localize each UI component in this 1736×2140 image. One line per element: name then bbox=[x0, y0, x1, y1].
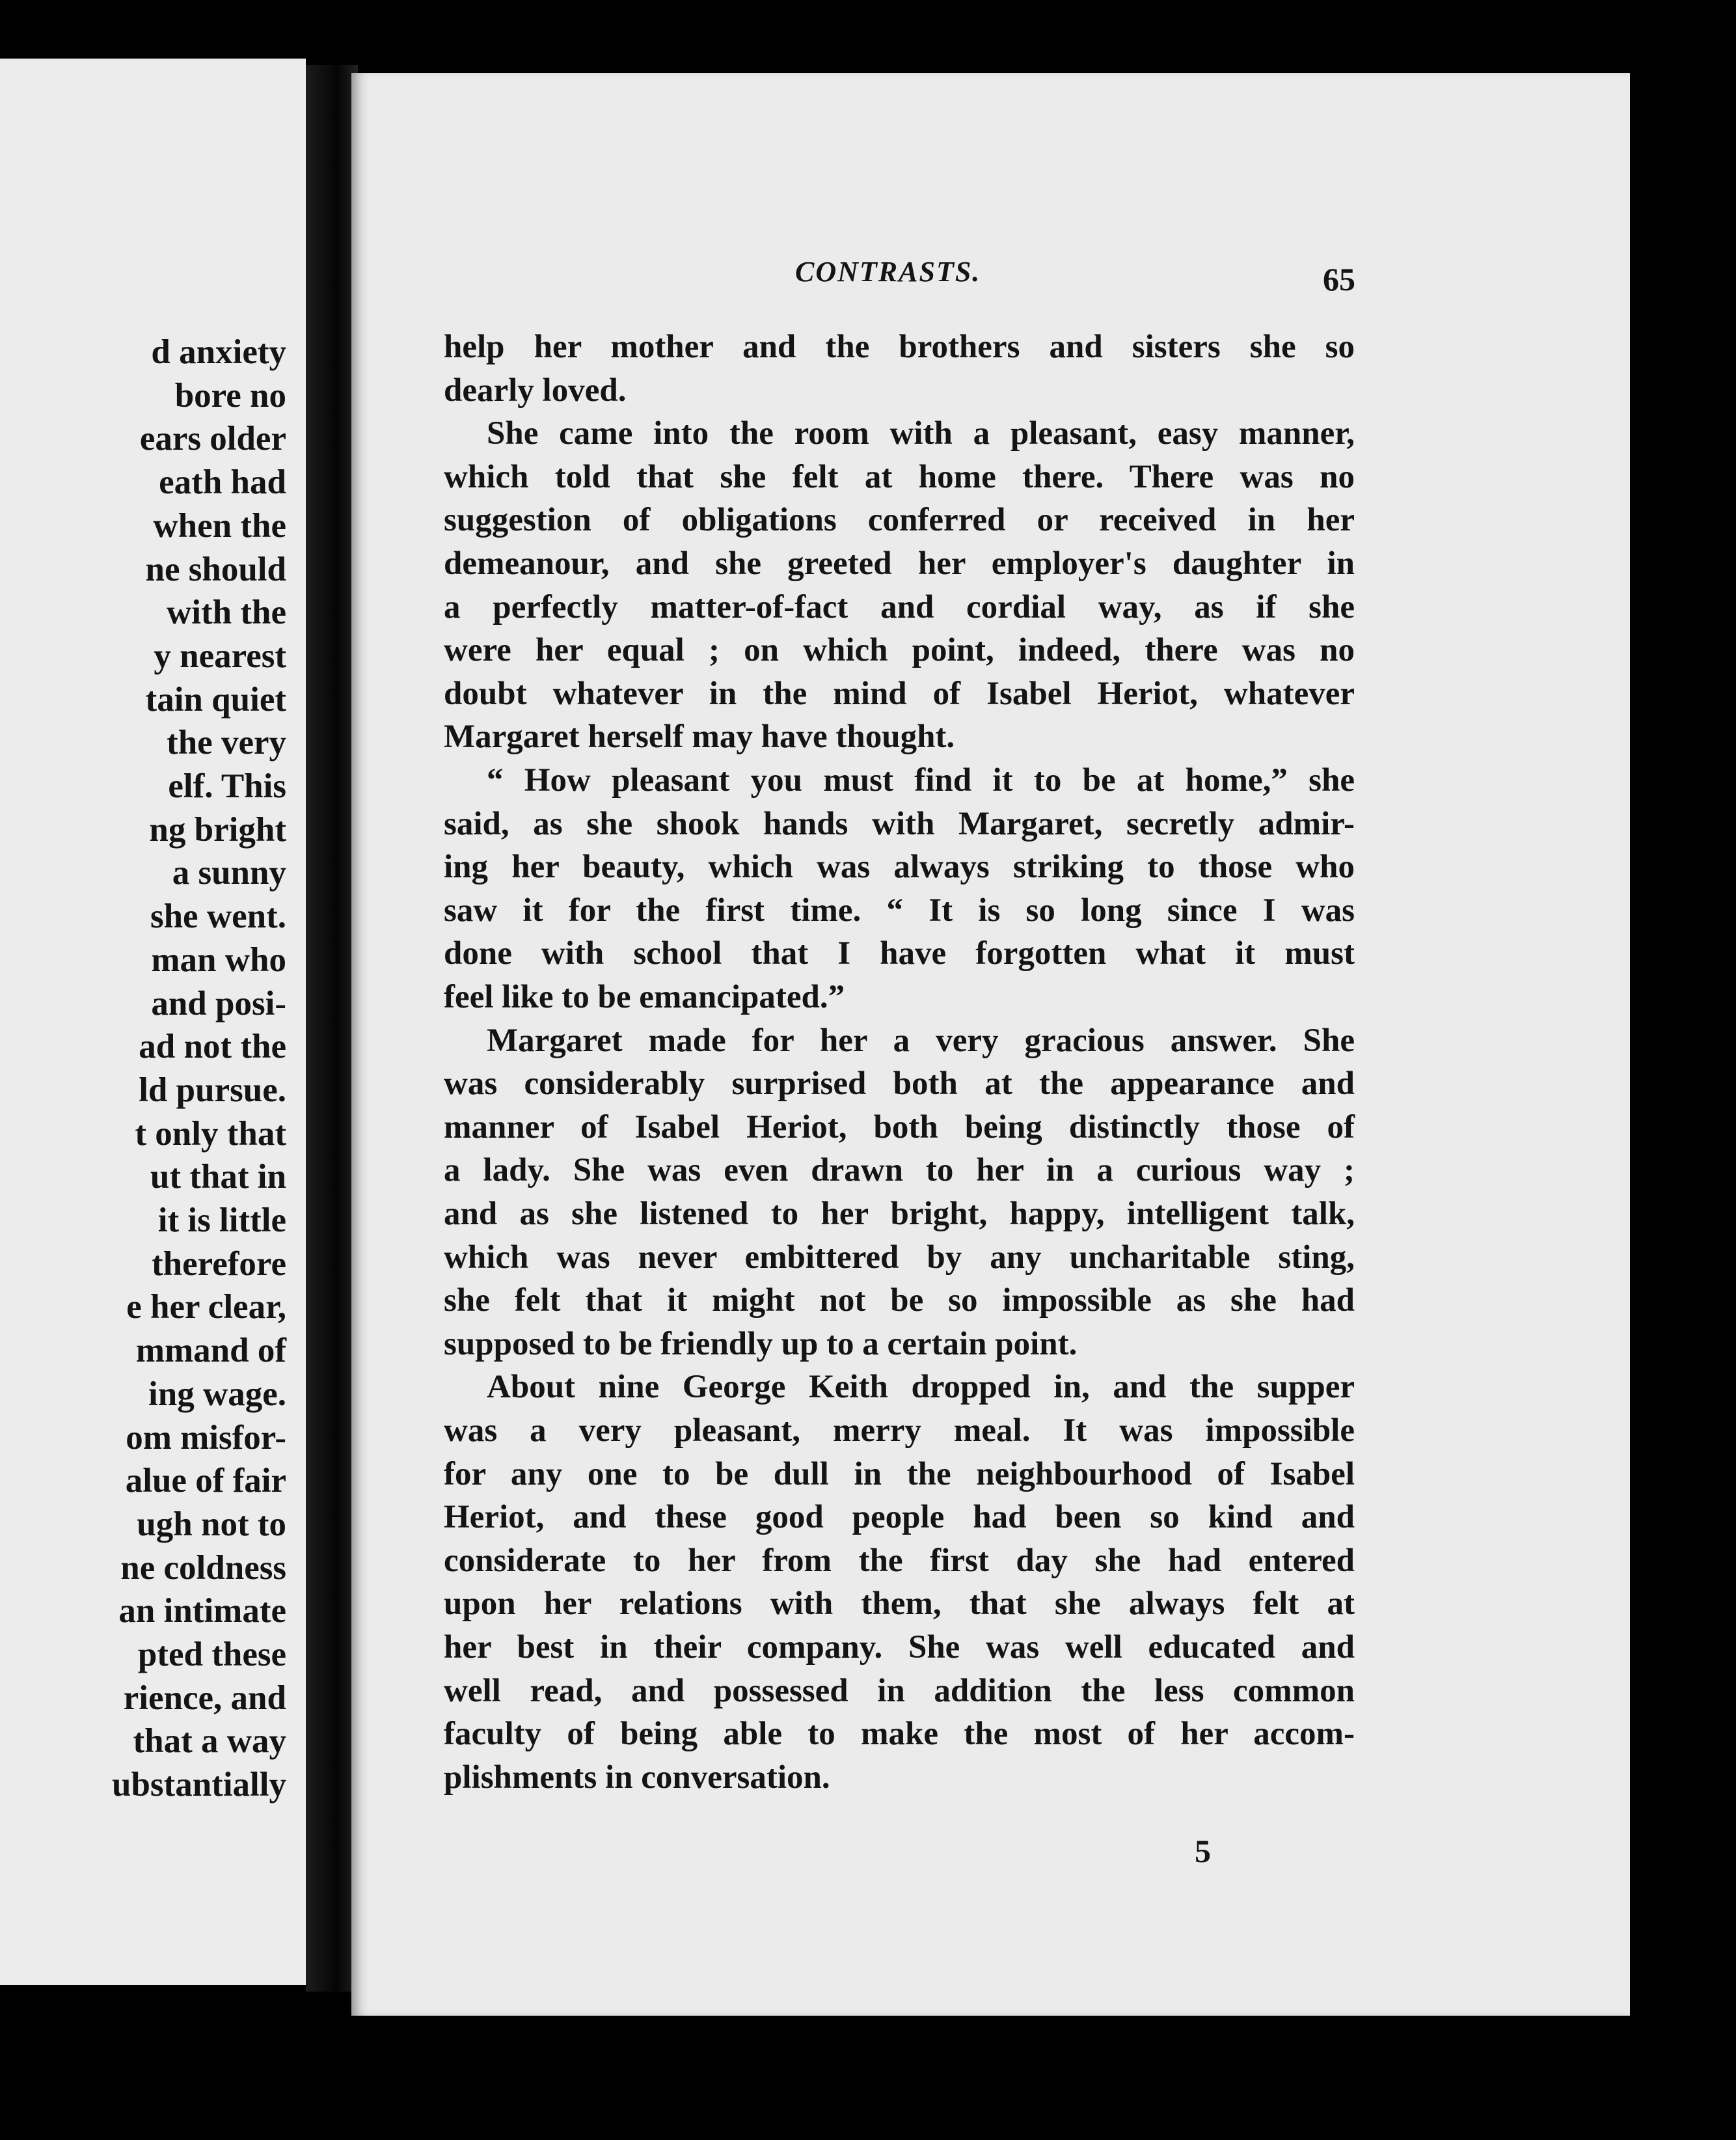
text-line: faculty of being able to make the most of her accom- bbox=[444, 1716, 1355, 1753]
book-gutter bbox=[306, 65, 358, 1992]
text-line: help her mother and the brothers and sisters she so bbox=[444, 329, 1355, 365]
left-page bbox=[0, 59, 306, 1985]
left-page-line: with the bbox=[166, 594, 286, 632]
text-line: doubt whatever in the mind of Isabel Heriot, whatever bbox=[444, 675, 1355, 712]
left-page-line: ad not the bbox=[139, 1028, 286, 1066]
left-page-line: ears older bbox=[139, 420, 286, 458]
left-page-line: ubstantially bbox=[111, 1766, 286, 1804]
text-line: was a very pleasant, merry meal. It was impossible bbox=[444, 1412, 1355, 1449]
text-line: done with school that I have forgotten what it must bbox=[444, 935, 1355, 972]
text-line: and as she listened to her bright, happy, intelligent talk, bbox=[444, 1196, 1355, 1232]
text-line: demeanour, and she greeted her employer's daughter in bbox=[444, 545, 1355, 582]
left-page-line: therefore bbox=[152, 1244, 286, 1283]
text-line: dearly loved. bbox=[444, 372, 627, 409]
left-page-line: ld pursue. bbox=[139, 1071, 286, 1109]
left-page-line: ing wage. bbox=[148, 1375, 286, 1413]
left-page-line: d anxiety bbox=[151, 333, 286, 371]
text-line: which was never embittered by any uncharitable sting, bbox=[444, 1239, 1355, 1276]
text-line: was considerably surprised both at the appearance and bbox=[444, 1065, 1355, 1103]
text-line: well read, and possessed in addition the less common bbox=[444, 1672, 1355, 1709]
text-line: manner of Isabel Heriot, both being distinctly those of bbox=[444, 1108, 1355, 1145]
left-page-line: that a way bbox=[133, 1722, 286, 1761]
left-page-line: rience, and bbox=[123, 1679, 286, 1717]
left-page-line: elf. This bbox=[168, 767, 286, 805]
left-page-line: e her clear, bbox=[126, 1288, 286, 1326]
left-page-line: t only that bbox=[135, 1114, 286, 1153]
left-page-line: ng bright bbox=[149, 810, 286, 849]
left-page-line: and posi- bbox=[151, 984, 286, 1022]
text-line: her best in their company. She was well educated and bbox=[444, 1629, 1355, 1666]
text-line: considerate to her from the first day she had entered bbox=[444, 1542, 1355, 1579]
text-line: supposed to be friendly up to a certain point. bbox=[444, 1325, 1078, 1362]
left-page-line: mmand of bbox=[135, 1332, 286, 1370]
text-line: Heriot, and these good people had been so kind and bbox=[444, 1499, 1355, 1536]
text-line: About nine George Keith dropped in, and the supper bbox=[487, 1369, 1355, 1406]
text-line: plishments in conversation. bbox=[444, 1759, 830, 1796]
left-page-line: the very bbox=[167, 724, 286, 762]
left-page-line: ne should bbox=[145, 550, 286, 588]
text-line: which told that she felt at home there. There was no bbox=[444, 458, 1355, 495]
left-page-line: ut that in bbox=[150, 1158, 286, 1196]
text-line: feel like to be emancipated.” bbox=[444, 979, 845, 1015]
left-page-line: she went. bbox=[150, 898, 286, 936]
text-line: a perfectly matter-of-fact and cordial way, as if she bbox=[444, 588, 1355, 625]
text-line: suggestion of obligations conferred or received in her bbox=[444, 502, 1355, 539]
text-line: for any one to be dull in the neighbourhood of Isabel bbox=[444, 1455, 1355, 1492]
running-head: CONTRASTS. bbox=[795, 256, 981, 288]
left-page-line: man who bbox=[151, 940, 286, 979]
text-line: upon her relations with them, that she always felt at bbox=[444, 1585, 1355, 1623]
text-line: “ How pleasant you must find it to be at home,” she bbox=[487, 762, 1355, 799]
left-page-line: a sunny bbox=[172, 854, 286, 892]
left-page-line: alue of fair bbox=[125, 1462, 286, 1500]
left-page-line: it is little bbox=[157, 1201, 286, 1239]
left-page-line: y nearest bbox=[154, 637, 286, 675]
text-line: said, as she shook hands with Margaret, secretly admir- bbox=[444, 805, 1355, 842]
left-page-line: om misfor- bbox=[126, 1418, 286, 1457]
left-page-line: pted these bbox=[137, 1636, 286, 1673]
text-line: were her equal ; on which point, indeed, there was no bbox=[444, 632, 1355, 669]
left-page-line: bore no bbox=[174, 376, 286, 415]
text-line: a lady. She was even drawn to her in a curious way ; bbox=[444, 1152, 1355, 1189]
text-line: She came into the room with a pleasant, easy manner, bbox=[487, 415, 1355, 452]
signature-mark: 5 bbox=[1195, 1833, 1211, 1869]
text-line: she felt that it might not be so impossible as she had bbox=[444, 1282, 1355, 1319]
left-page-line: ne coldness bbox=[120, 1548, 286, 1587]
left-page-line: ugh not to bbox=[137, 1505, 286, 1543]
left-page-line: an intimate bbox=[118, 1592, 286, 1630]
left-page-line: eath had bbox=[159, 463, 286, 502]
text-line: Margaret herself may have thought. bbox=[444, 719, 955, 756]
text-line: ing her beauty, which was always striking to those who bbox=[444, 849, 1355, 886]
text-line: saw it for the first time. “ It is so long since I was bbox=[444, 892, 1355, 929]
page-number: 65 bbox=[1323, 261, 1355, 297]
left-page-line: when the bbox=[153, 506, 286, 545]
left-page-line: tain quiet bbox=[145, 680, 286, 719]
text-line: Margaret made for her a very gracious answer. She bbox=[487, 1022, 1355, 1059]
